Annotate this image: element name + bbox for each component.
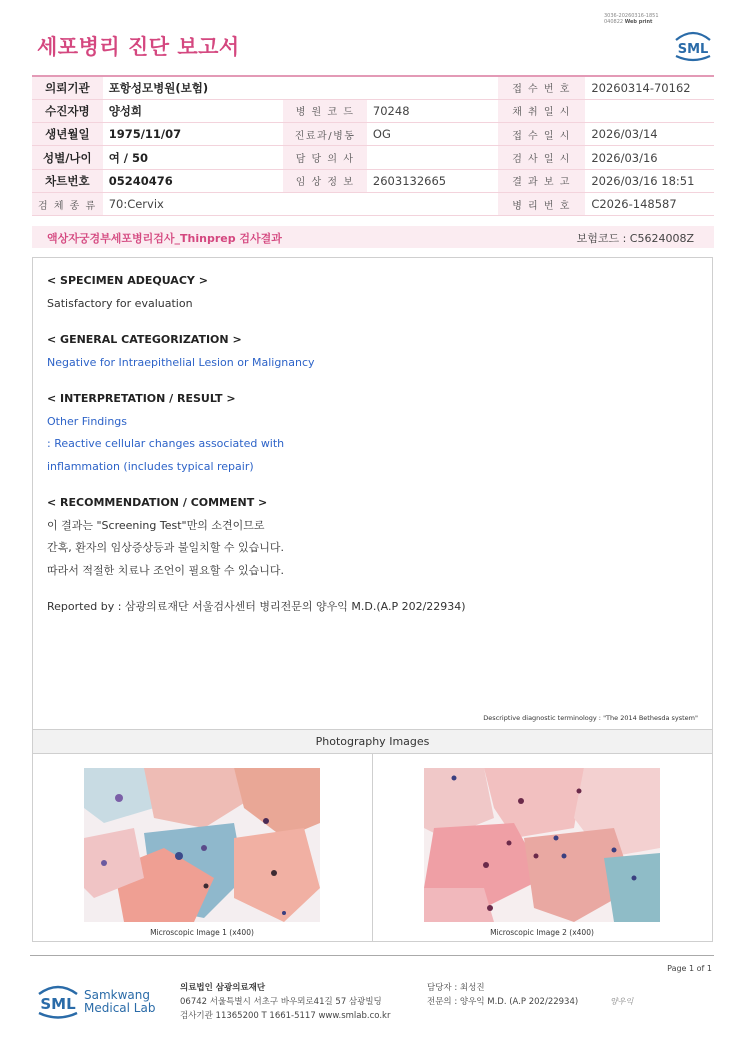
info-value: 20260314-70162 — [585, 76, 714, 99]
info-label: 접 수 일 시 — [498, 123, 586, 146]
address: 06742 서울특별시 서초구 바우뫼로41길 57 삼광빌딩 — [180, 997, 382, 1007]
recommendation-line-3: 따라서 적절한 치료나 조언이 필요할 수 있습니다. — [47, 563, 284, 577]
info-label: 차트번호 — [32, 169, 103, 192]
info-label: 진료과/병동 — [283, 123, 367, 146]
staff-in-charge: 담당자 : 최성진 — [427, 983, 485, 993]
insurance-code: 보험코드 : C5624008Z — [576, 232, 694, 245]
bethesda-note: Descriptive diagnostic terminology : "The 2014 Bethesda system" — [483, 714, 698, 722]
test-name: 액상자궁경부세포병리검사_Thinprep 검사결과 — [47, 232, 282, 245]
image-2-caption: Microscopic Image 2 (x400) — [490, 928, 594, 937]
interpretation-line-2: : Reactive cellular changes associated with — [47, 437, 285, 450]
interpretation-line-1: Other Findings — [47, 414, 128, 428]
photo-header: Photography Images — [33, 729, 712, 754]
info-label: 채 취 일 시 — [498, 99, 586, 122]
info-label: 병 리 번 호 — [498, 192, 586, 215]
info-value: C2026-148587 — [585, 192, 714, 215]
pathologist: 전문의 : 양우익 M.D. (A.P 202/22934) — [427, 997, 579, 1007]
info-label: 임 상 정 보 — [283, 169, 367, 192]
general-text: Negative for Intraepithelial Lesion or Malignancy — [47, 355, 315, 369]
report-title: 세포병리 진단 보고서 — [37, 35, 240, 59]
adequacy-heading: < SPECIMEN ADEQUACY > — [47, 274, 208, 287]
info-label: 접 수 번 호 — [498, 76, 586, 99]
footer-staff — [427, 981, 578, 1009]
info-value: 2026/03/16 18:51 — [585, 169, 714, 192]
info-row — [32, 123, 714, 146]
signature: 양우익 — [610, 997, 634, 1006]
contact-info: 검사기관 11365200 T 1661-5117 www.smlab.co.kr — [180, 1011, 391, 1021]
brand-line-1: Samkwang — [84, 988, 150, 1002]
info-value: OG — [367, 123, 498, 146]
info-row — [32, 76, 714, 99]
result-box — [32, 257, 713, 942]
print-code: 040822 — [604, 19, 624, 25]
sml-footer-logo-icon — [36, 982, 80, 1020]
info-value: 2603132665 — [367, 169, 498, 192]
logo-text: SML — [677, 42, 709, 57]
info-row — [32, 99, 714, 122]
reported-by: Reported by : 삼광의료재단 서울검사센터 병리전문의 양우익 M.D.(A.P 202/22934) — [47, 600, 466, 613]
recommendation-line-1: 이 결과는 "Screening Test"만의 소견이므로 — [47, 518, 265, 532]
info-label: 병 원 코 드 — [283, 99, 367, 122]
photo-divider — [372, 754, 373, 941]
test-name-bar — [32, 226, 714, 248]
info-value: 포항성모병원(보험) — [103, 76, 498, 99]
info-value — [367, 146, 498, 169]
info-value: 양성희 — [103, 99, 284, 122]
recommendation-heading: < RECOMMENDATION / COMMENT > — [47, 496, 268, 509]
interpretation-line-3: inflammation (includes typical repair) — [47, 459, 254, 473]
info-label: 의뢰기관 — [32, 76, 103, 99]
info-label: 생년월일 — [32, 123, 103, 146]
report-text — [47, 270, 466, 619]
org-name: 의료법인 삼광의료재단 — [180, 983, 266, 993]
recommendation-line-2: 간혹, 환자의 임상증상등과 불일치할 수 있습니다. — [47, 541, 284, 554]
print-id: 3036-20260316-1851 — [604, 13, 659, 19]
sml-logo-icon — [672, 28, 714, 62]
info-value: 70248 — [367, 99, 498, 122]
page-number: Page 1 of 1 — [667, 964, 712, 973]
info-row — [32, 192, 714, 215]
info-value: 1975/11/07 — [103, 123, 284, 146]
footer-divider — [30, 955, 714, 956]
info-value: 05240476 — [103, 169, 284, 192]
info-value: 2026/03/16 — [585, 146, 714, 169]
info-row — [32, 169, 714, 192]
image-1-caption: Microscopic Image 1 (x400) — [150, 928, 254, 937]
info-label: 검 사 일 시 — [498, 146, 586, 169]
print-info — [604, 13, 659, 25]
brand-line-2: Medical Lab — [84, 1001, 156, 1015]
info-value: 70:Cervix — [103, 192, 498, 215]
footer-address — [180, 981, 390, 1023]
adequacy-text: Satisfactory for evaluation — [47, 296, 193, 310]
print-mode: Web print — [624, 19, 653, 25]
interpretation-heading: < INTERPRETATION / RESULT > — [47, 392, 236, 405]
info-label: 수진자명 — [32, 99, 103, 122]
info-label: 성별/나이 — [32, 146, 103, 169]
info-label: 검 체 종 류 — [32, 192, 103, 215]
general-heading: < GENERAL CATEGORIZATION > — [47, 333, 242, 346]
info-label: 담 당 의 사 — [283, 146, 367, 169]
info-label: 결 과 보 고 — [498, 169, 586, 192]
brand-name — [84, 989, 155, 1015]
microscopic-image-2[interactable] — [424, 768, 660, 922]
patient-info-table — [32, 75, 714, 216]
info-value: 여 / 50 — [103, 146, 284, 169]
microscopic-image-1[interactable] — [84, 768, 320, 922]
info-value — [585, 99, 714, 122]
info-row — [32, 146, 714, 169]
info-value: 2026/03/14 — [585, 123, 714, 146]
footer-logo-text: SML — [40, 995, 76, 1013]
